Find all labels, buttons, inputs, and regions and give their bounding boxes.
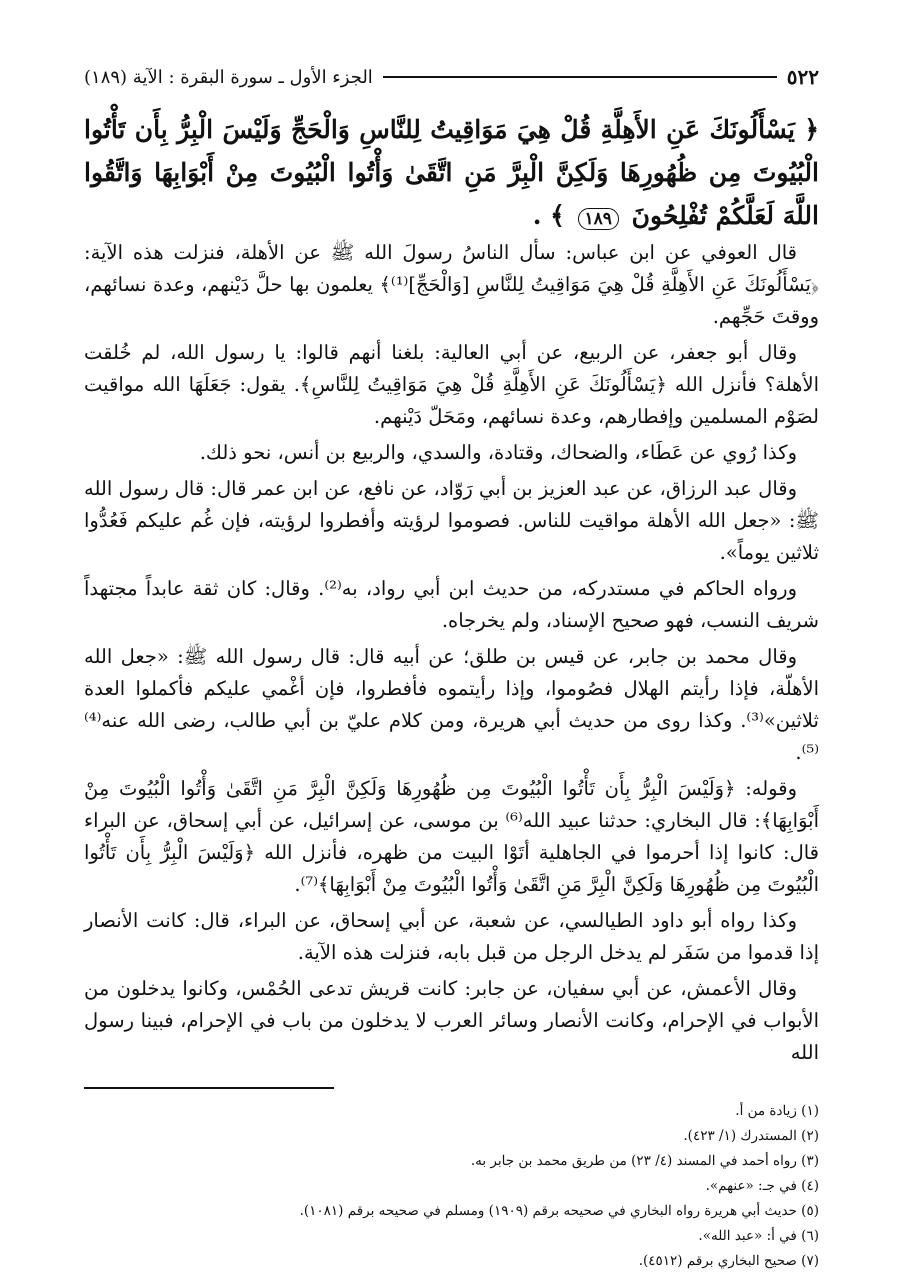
paragraph: وقوله: ﴿وَلَيْسَ الْبِرُّ بِأَن تَأْتُوا الْبُيُوتَ مِن ظُهُورِهَا وَلَكِنَّ الْبِرَّ مَنِ اتَّقَىٰ وَأْتُوا الْبُيُوتَ مِنْ أَبْوَابِهَا﴾: قال البخاري: حدثنا عبيد الله⁽⁶⁾ بن موسى، عن إسرائيل، عن أبي إسحاق، عن البراء قال: كانوا إذا أحرموا في الجاهلية أتَوْا البيت من ظهره، فأنزل الله ﴿وَلَيْسَ الْبِرُّ بِأَن تَأْتُوا الْبُيُوتَ مِن ظُهُورِهَا وَلَكِنَّ الْبِرَّ مَنِ اتَّقَىٰ وَأْتُوا الْبُيُوتَ مِنْ أَبْوَابِهَا﴾⁽⁷⁾.	[84, 777, 819, 896]
header-rule	[383, 76, 777, 78]
paragraph: وقال عبد الرزاق، عن عبد العزيز بن أبي رَوّاد، عن نافع، عن ابن عمر قال: قال رسول الله ﷺ: «جعل الله الأهلة مواقيت للناس. فصوموا لرؤيته وأفطروا لرؤيته، فإن غُم عليكم فَعُدُّوا ثلاثين يوماً».	[84, 477, 819, 564]
paragraph: وقال أبو جعفر، عن الربيع، عن أبي العالية: بلغنا أنهم قالوا: يا رسول الله، لم خُلقت الأهلة؟ فأنزل الله ﴿يَسْأَلُونَكَ عَنِ الأَهِلَّةِ قُلْ هِيَ مَوَاقِيتُ لِلنَّاسِ﴾. يقول: جَعَلَهَا الله مواقيت لصَوْم المسلمين وإفطارهم، وعدة نسائهم، ومَحَلّ دَيْنهم.	[84, 341, 819, 428]
footnote: (٧) صحيح البخاري برقم (٤٥١٢).	[638, 1253, 819, 1269]
page-number: ٥٢٢	[786, 65, 819, 89]
book-page	[84, 62, 819, 1274]
paragraph: وقال محمد بن جابر، عن قيس بن طلق؛ عن أبيه قال: قال رسول الله ﷺ: «جعل الله الأهلّة، فإذا رأيتم الهلال فصُوموا، وإذا رأيتموه فأفطروا، فإن أغْمي عليكم فأكملوا العدة ثلاثين»⁽³⁾. وكذا روى من حديث أبي هريرة، ومن كلام عليّ بن أبي طالب، رضى الله عنه⁽⁴⁾ ⁽⁵⁾.	[84, 645, 819, 764]
footnote: (٦) في أ: «عبد الله».	[698, 1228, 819, 1244]
footnotes	[84, 1099, 819, 1274]
verse-closing: ﴾ .	[532, 201, 565, 230]
paragraph: وكذا رُوي عن عَطَاء، والضحاك، وقتادة، والسدي، والربيع بن أنس، نحو ذلك.	[199, 441, 797, 464]
footnote: (٢) المستدرك (١/ ٤٢٣).	[683, 1128, 819, 1144]
footnote: (٣) رواه أحمد في المسند (٤/ ٢٣) من طريق محمد بن جابر به.	[470, 1153, 819, 1169]
paragraph: وقال الأعمش، عن أبي سفيان، عن جابر: كانت قريش تدعى الحُمْس، وكانوا يدخلون من الأبواب في الإحرام، وكانت الأنصار وسائر العرب لا يدخلون من باب في الإحرام، فبينا رسول الله	[84, 977, 819, 1064]
footnote: (٤) في جـ: «عنهم».	[705, 1178, 819, 1194]
ayah-number-badge: ١٨٩	[578, 208, 619, 230]
commentary-body	[84, 237, 819, 1069]
footnote: (٥) حديث أبي هريرة رواه البخاري في صحيحه برقم (١٩٠٩) ومسلم في صحيحه برقم (١٠٨١).	[299, 1203, 819, 1219]
paragraph: وكذا رواه أبو داود الطيالسي، عن شعبة، عن أبي إسحاق، عن البراء، قال: كانت الأنصار إذا قدموا من سَفَر لم يدخل الرجل من قبل بابه، فنزلت هذه الآية.	[84, 909, 819, 964]
paragraph: ورواه الحاكم في مستدركه، من حديث ابن أبي رواد، به⁽²⁾. وقال: كان ثقة عابداً مجتهداً شريف النسب، فهو صحيح الإسناد، ولم يخرجاه.	[84, 577, 819, 632]
page-header	[84, 62, 819, 92]
footnote-separator	[84, 1087, 334, 1089]
running-title: الجزء الأول ـ سورة البقرة : الآية (١٨٩)	[84, 66, 373, 88]
verse-text: ﴿ يَسْأَلُونَكَ عَنِ الأَهِلَّةِ قُلْ هِيَ مَوَاقِيتُ لِلنَّاسِ وَالْحَجِّ وَلَيْسَ الْبِرُّ بِأَن تَأْتُوا الْبُيُوتَ مِن ظُهُورِهَا وَلَكِنَّ الْبِرَّ مَنِ اتَّقَىٰ وَأْتُوا الْبُيُوتَ مِنْ أَبْوَابِهَا وَاتَّقُوا اللَّهَ لَعَلَّكُمْ تُفْلِحُونَ	[84, 115, 819, 230]
quran-verse	[84, 108, 819, 237]
footnote: (١) زيادة من أ.	[735, 1103, 819, 1119]
paragraph: قال العوفي عن ابن عباس: سأل الناسُ رسولَ الله ﷺ عن الأهلة، فنزلت هذه الآية: ﴿يَسْأَلُونَكَ عَنِ الأَهِلَّةِ قُلْ هِيَ مَوَاقِيتُ لِلنَّاسِ [وَالْحَجِّ]⁽¹⁾﴾ يعلمون بها حلَّ دَيْنهم، وعدة نسائهم، ووقتَ حَجِّهم.	[84, 241, 819, 328]
